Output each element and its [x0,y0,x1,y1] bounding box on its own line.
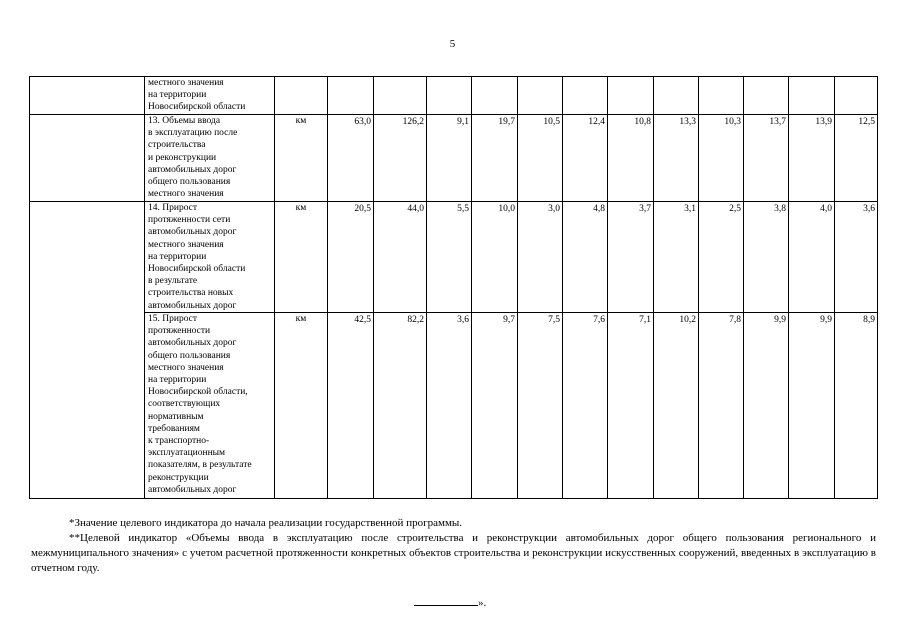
indicator-name: 14. Прирост протяженности сети автомобильных дорог местного значения на территории Новосибирской области в результате строительства новых автомобильных дорог [145,202,275,313]
unit-cell [275,77,328,115]
value-cell [789,77,835,115]
value-cell: 13,9 [789,115,835,202]
unit-cell: км [275,313,328,499]
value-cell: 7,6 [563,313,608,499]
value-cell: 13,3 [654,115,699,202]
closing-quote: ». [478,597,487,609]
value-cell: 9,7 [472,313,518,499]
value-cell: 12,4 [563,115,608,202]
value-cell: 8,9 [835,313,878,499]
indicator-name: местного значения на территории Новосибирской области [145,77,275,115]
indicators-table [29,76,878,499]
table-row [30,115,878,202]
value-cell: 9,9 [789,313,835,499]
value-cell: 82,2 [374,313,427,499]
task-cell [30,77,145,115]
value-cell [374,77,427,115]
value-cell: 3,6 [427,313,472,499]
value-cell: 5,5 [427,202,472,313]
value-cell: 9,1 [427,115,472,202]
value-cell: 63,0 [328,115,374,202]
value-cell [328,77,374,115]
value-cell: 7,1 [608,313,654,499]
table-row [30,77,878,115]
value-cell: 9,9 [744,313,789,499]
blank-line [414,596,478,606]
unit-cell: км [275,115,328,202]
footnote-2: **Целевой индикатор «Объемы ввода в эксплуатацию после строительства и реконструкции автомобильных дорог общего пользования регионального и межмуниципального значения» с учетом расчетной протяженности конкретных объектов строительства и реконструкции искусственных сооружений, введенных в эксплуатацию в отчетном году. [31,532,876,574]
value-cell [699,77,744,115]
value-cell: 7,5 [518,313,563,499]
value-cell: 3,8 [744,202,789,313]
value-cell: 10,8 [608,115,654,202]
value-cell: 3,6 [835,202,878,313]
indicator-name: 13. Объемы ввода в эксплуатацию после строительства и реконструкции автомобильных дорог общего пользования местного значения [145,115,275,202]
value-cell [518,77,563,115]
value-cell: 10,2 [654,313,699,499]
value-cell: 2,5 [699,202,744,313]
table-row [30,202,878,313]
value-cell: 10,0 [472,202,518,313]
indicator-name: 15. Прирост протяженности автомобильных дорог общего пользования местного значения на территории Новосибирской области, соответствующих нормативным требованиям к транспортно- эксплуатационным показателям, в результате реконструкции автомобильных дорог [145,313,275,499]
value-cell [654,77,699,115]
value-cell: 10,3 [699,115,744,202]
value-cell [427,77,472,115]
footnote-1: *Значение целевого индикатора до начала реализации государственной программы. [69,517,463,529]
closing-mark [414,596,486,609]
value-cell [744,77,789,115]
table-row [30,313,878,499]
value-cell: 126,2 [374,115,427,202]
value-cell: 3,7 [608,202,654,313]
unit-cell: км [275,202,328,313]
value-cell: 4,0 [789,202,835,313]
value-cell: 3,1 [654,202,699,313]
value-cell: 4,8 [563,202,608,313]
value-cell: 44,0 [374,202,427,313]
value-cell: 12,5 [835,115,878,202]
value-cell: 19,7 [472,115,518,202]
value-cell [835,77,878,115]
page-number: 5 [449,38,456,50]
value-cell [472,77,518,115]
value-cell: 20,5 [328,202,374,313]
task-cell [30,115,145,202]
value-cell: 10,5 [518,115,563,202]
task-cell [30,202,145,499]
value-cell: 13,7 [744,115,789,202]
value-cell [563,77,608,115]
value-cell: 42,5 [328,313,374,499]
value-cell [608,77,654,115]
value-cell: 3,0 [518,202,563,313]
footnotes [31,516,876,576]
value-cell: 7,8 [699,313,744,499]
